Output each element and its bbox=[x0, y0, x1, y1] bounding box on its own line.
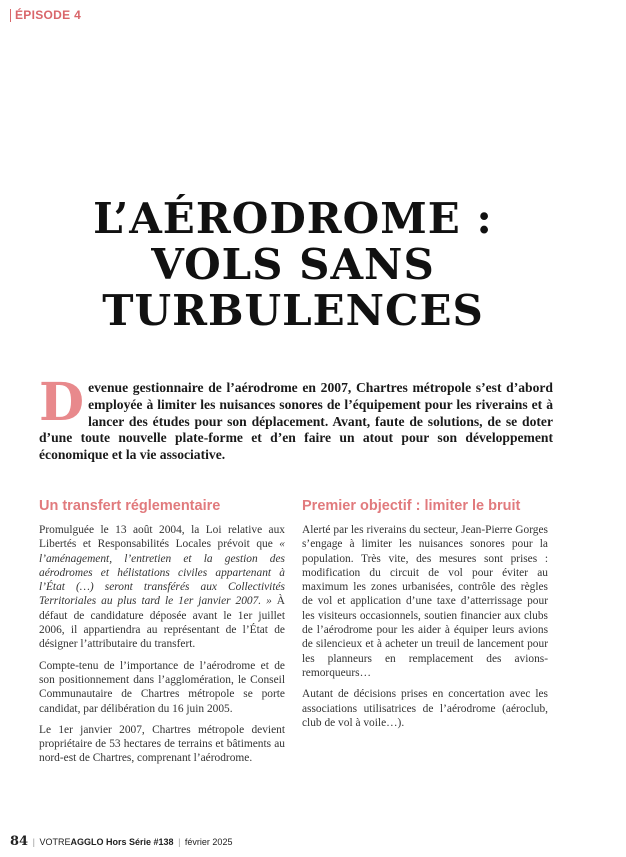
page-number: 84 bbox=[10, 834, 29, 849]
right-paragraph-2: Autant de décisions prises en concertation avec les associations utilisatrices de l’aérodrome (aéroclub, club de vol à voile…). bbox=[302, 688, 548, 729]
title-line-2: VOLS SANS bbox=[151, 240, 435, 289]
left-p1-quote: « l’aménagement, l’entretien et la gestion des aérodromes et hélistations civiles appartenant à l’État (…) seront transférés aux Collectivités Territoriales au plus tard le 1er janvier 2007. » bbox=[39, 538, 285, 608]
issue-date: février 2025 bbox=[184, 837, 233, 847]
left-p1-rest: À défaut de candidature déposée avant le 1er juillet 2006, il appartiendra au représentant de l’État de désigner l’attributaire du transfert. bbox=[39, 595, 285, 651]
left-paragraph-1 bbox=[39, 523, 285, 652]
drop-cap: D bbox=[39, 372, 85, 433]
right-column-heading: Premier objectif : limiter le bruit bbox=[302, 498, 521, 514]
left-paragraph-3: Le 1er janvier 2007, Chartres métropole devient propriétaire de 53 hectares de terrains et bâtiments au nord-est de Chartres, comprenant l’aérodrome. bbox=[39, 723, 285, 765]
left-p1-intro: Promulguée le 13 août 2004, la Loi relative aux Libertés et Responsabilités Locales prévoit que bbox=[39, 524, 285, 551]
footer-separator: | bbox=[32, 837, 35, 847]
page-title bbox=[60, 196, 526, 334]
left-column bbox=[39, 497, 285, 773]
right-paragraph-1: Alerté par les riverains du secteur, Jean-Pierre Gorges s’engage à limiter les nuisances sonores pour la population. Très vite, des mesures sont prises : modification du circuit de vol pour éviter au maximum les zones urbanisées, contrôle des règles de vol et application d’une taxe d’atterrissage pour les visiteurs occasionnels, soutien financier aux clubs de l’aérodrome pour les aider à équiper leurs avions de silencieux et à acheter un treuil de lancement pour les planneurs en remplacement des avions-remorqueurs… bbox=[302, 524, 548, 679]
left-paragraph-2: Compte-tenu de l’importance de l’aérodrome et de son positionnement dans l’agglomération, le Conseil Communautaire de Chartres métropole se porte candidat, par délibération du 16 juin 2005. bbox=[39, 659, 285, 715]
left-column-heading: Un transfert réglementaire bbox=[39, 498, 221, 514]
title-line-3: TURBULENCES bbox=[102, 286, 484, 335]
right-column bbox=[302, 497, 548, 737]
brand-votre: VOTRE bbox=[39, 837, 71, 847]
footer-separator-2: | bbox=[178, 837, 181, 847]
intro-paragraph bbox=[39, 372, 553, 464]
page-footer bbox=[10, 834, 232, 849]
title-line-1: L’AÉRODROME : bbox=[93, 194, 493, 243]
issue-label: Hors Série #138 bbox=[106, 837, 174, 847]
brand-agglo: AGGLO bbox=[70, 837, 104, 847]
episode-label: ÉPISODE 4 bbox=[10, 9, 81, 22]
intro-text: evenue gestionnaire de l’aérodrome en 2007, Chartres métropole s’est d’abord employée à limiter les nuisances sonores de l’équipement pour les riverains et à lancer des études pour son déplacement. Avant, faute de solutions, de se doter d’une toute nouvelle plate-forme et d’en faire un atout pour son développement économique et la vie associative. bbox=[39, 380, 553, 463]
